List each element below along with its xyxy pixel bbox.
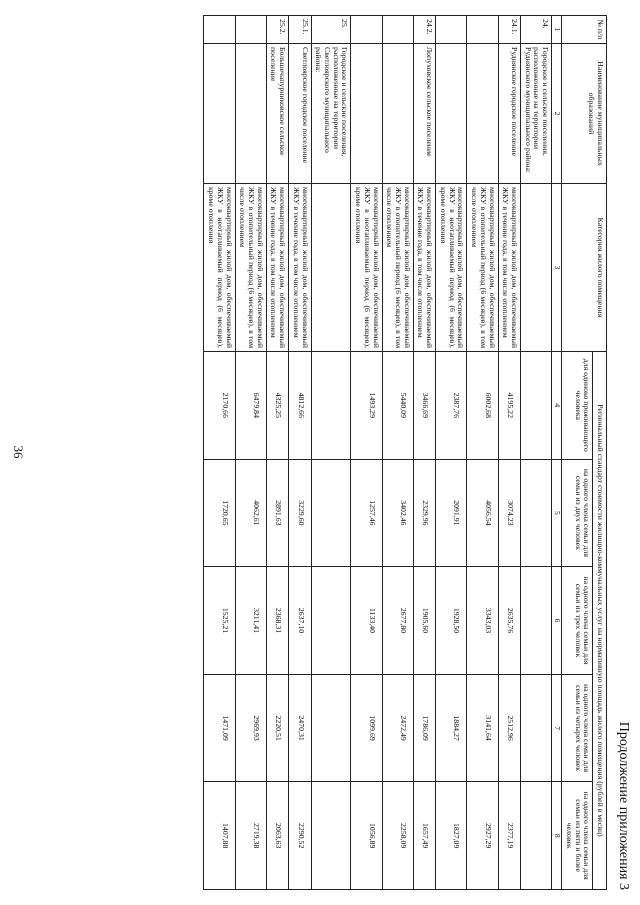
table-body: [204, 16, 552, 890]
table-row: [413, 16, 435, 890]
standard-value: 1928,50: [436, 567, 467, 675]
row-number: [204, 16, 235, 44]
standard-value: [520, 782, 551, 890]
standard-value: [520, 567, 551, 675]
column-index: 2: [552, 44, 562, 184]
municipality-name: [235, 44, 266, 184]
standard-value: [311, 352, 351, 460]
header-standard: Региональный стандарт стоимости жилищно-коммунальных услуг на нормативную площадь жилого помещения (рублей в месяц): [593, 352, 607, 890]
standard-value: 2258,09: [382, 782, 413, 890]
standard-value: 1133,40: [351, 567, 382, 675]
standard-value: 3074,23: [498, 459, 520, 567]
rotated-page: [66, 0, 640, 905]
housing-standard-table: [203, 15, 607, 890]
standard-value: 1905,60: [413, 567, 435, 675]
column-index: 4: [552, 352, 562, 460]
table-row: [235, 16, 266, 890]
standard-value: 2329,96: [413, 459, 435, 567]
table-row: [204, 16, 235, 890]
standard-value: 2677,80: [382, 567, 413, 675]
municipality-name: Лопуховское сельское поселение: [413, 44, 435, 184]
housing-category: многоквартирный жилой дом, обеспечиваемый ЖКУ в неотапливаемый период (6 месяцев), кроме отопления: [351, 184, 382, 352]
standard-value: 1786,09: [413, 674, 435, 782]
row-number: [436, 16, 467, 44]
standard-value: 4325,25: [266, 352, 288, 460]
standard-value: 2063,63: [266, 782, 288, 890]
header-sub: для одиноко проживающего человека: [562, 352, 593, 460]
municipality-name: [204, 44, 235, 184]
table-row: [498, 16, 520, 890]
standard-value: 2472,49: [382, 674, 413, 782]
housing-category: многоквартирный жилой дом, обеспечиваемый ЖКУ в течение года, в том числе отоплением: [266, 184, 288, 352]
row-number: [235, 16, 266, 44]
row-number: 24.1.: [498, 16, 520, 44]
municipality-name: Светлоярское городское поселение: [289, 44, 311, 184]
standard-value: 2368,31: [266, 567, 288, 675]
standard-value: 2635,76: [498, 567, 520, 675]
municipality-name: [382, 44, 413, 184]
header-num: № п/п: [562, 16, 607, 44]
standard-value: 2170,66: [204, 352, 235, 460]
standard-value: [311, 782, 351, 890]
standard-value: 3466,69: [413, 352, 435, 460]
standard-value: 2969,93: [235, 674, 266, 782]
standard-value: 2387,76: [436, 352, 467, 460]
row-number: [351, 16, 382, 44]
standard-value: 1471,09: [204, 674, 235, 782]
housing-category: многоквартирный жилой дом, обеспечиваемый ЖКУ в отопительный период (6 месяцев), в том числе отоплением: [235, 184, 266, 352]
standard-value: 1099,69: [351, 674, 382, 782]
housing-category: многоквартирный жилой дом, обеспечиваемый ЖКУ в неотапливаемый период (6 месяцев), кроме отопления: [204, 184, 235, 352]
standard-value: 3402,46: [382, 459, 413, 567]
standard-value: 3141,64: [467, 674, 498, 782]
housing-category: многоквартирный жилой дом, обеспечиваемый ЖКУ в течение года, в том числе отоплением: [289, 184, 311, 352]
housing-category: многоквартирный жилой дом, обеспечиваемый ЖКУ в течение года, в том числе отоплением: [413, 184, 435, 352]
housing-category: многоквартирный жилой дом, обеспечиваемый ЖКУ в отопительный период (6 месяцев), в том числе отоплением: [467, 184, 498, 352]
header-category: Категория жилого помещения: [562, 184, 607, 352]
standard-value: 2377,19: [498, 782, 520, 890]
standard-value: 2637,10: [289, 567, 311, 675]
standard-value: 2927,29: [467, 782, 498, 890]
standard-value: 1720,65: [204, 459, 235, 567]
standard-value: 4812,66: [289, 352, 311, 460]
column-index: 8: [552, 782, 562, 890]
row-number: [382, 16, 413, 44]
municipality-name: Руднянское городское поселение: [498, 44, 520, 184]
housing-category: многоквартирный жилой дом, обеспечиваемый ЖКУ в неотапливаемый период (6 месяцев), кроме отопления: [436, 184, 467, 352]
standard-value: 3343,03: [467, 567, 498, 675]
standard-value: [311, 567, 351, 675]
municipality-name: [436, 44, 467, 184]
standard-value: 1407,88: [204, 782, 235, 890]
row-number: 25.1.: [289, 16, 311, 44]
standard-value: 1657,49: [413, 782, 435, 890]
page-number: 36: [11, 445, 26, 459]
housing-category: [520, 184, 551, 352]
municipality-name: [351, 44, 382, 184]
standard-value: 2290,52: [289, 782, 311, 890]
header-name: Наименование муниципальных образований: [562, 44, 607, 184]
column-index: 5: [552, 459, 562, 567]
standard-value: 2512,96: [498, 674, 520, 782]
landscape-content: [66, 0, 640, 905]
housing-category: многоквартирный жилой дом, обеспечиваемый ЖКУ в течение года, в том числе отоплением: [498, 184, 520, 352]
continuation-title: Продолжение приложения 3: [616, 721, 631, 890]
header-sub: на одного члена семьи для семьи из пяти и более человек: [562, 782, 593, 890]
standard-value: [520, 674, 551, 782]
column-index: 7: [552, 674, 562, 782]
table-row: [382, 16, 413, 890]
row-number: 24.2.: [413, 16, 435, 44]
standard-value: 4062,61: [235, 459, 266, 567]
standard-value: [520, 352, 551, 460]
column-index: 3: [552, 184, 562, 352]
row-number: 25.: [311, 16, 351, 44]
table-row: [467, 16, 498, 890]
municipality-name: Городское и сельское поселения, расположенные на территории Руднянского муниципального района:: [520, 44, 551, 184]
standard-value: 2091,91: [436, 459, 467, 567]
table-row: [311, 16, 351, 890]
standard-value: 2470,31: [289, 674, 311, 782]
housing-category: [311, 184, 351, 352]
row-number: [467, 16, 498, 44]
standard-value: 6002,68: [467, 352, 498, 460]
standard-value: 3229,60: [289, 459, 311, 567]
standard-value: 2719,38: [235, 782, 266, 890]
row-number: 25.2.: [266, 16, 288, 44]
standard-value: 4195,22: [498, 352, 520, 460]
table-row: [520, 16, 551, 890]
standard-value: 2220,51: [266, 674, 288, 782]
standard-value: [311, 674, 351, 782]
standard-value: 4056,54: [467, 459, 498, 567]
table-row: [436, 16, 467, 890]
header-sub: на одного члена семьи для семьи из трех человек: [562, 567, 593, 675]
standard-value: [311, 459, 351, 567]
standard-value: 1827,09: [436, 782, 467, 890]
column-index: 1: [552, 16, 562, 44]
table-head: [552, 16, 607, 890]
municipality-name: [467, 44, 498, 184]
standard-value: 1884,27: [436, 674, 467, 782]
table-row: [289, 16, 311, 890]
standard-value: 1493,29: [351, 352, 382, 460]
municipality-name: Большечапурниковское сельское поселение: [266, 44, 288, 184]
standard-value: 1257,46: [351, 459, 382, 567]
row-number: 24.: [520, 16, 551, 44]
standard-value: 3211,41: [235, 567, 266, 675]
header-sub: на одного члена семьи для семьи из четырех человек: [562, 674, 593, 782]
table-row: [266, 16, 288, 890]
standard-value: 1056,89: [351, 782, 382, 890]
column-index: 6: [552, 567, 562, 675]
standard-value: 1525,21: [204, 567, 235, 675]
standard-value: 5440,09: [382, 352, 413, 460]
housing-category: многоквартирный жилой дом, обеспечиваемый ЖКУ в отопительный период (6 месяцев), в том числе отоплением: [382, 184, 413, 352]
municipality-name: Городское и сельские поселения, расположенные на территории Светлоярского муниципального района:: [311, 44, 351, 184]
table-row: [351, 16, 382, 890]
standard-value: [520, 459, 551, 567]
standard-value: 2891,63: [266, 459, 288, 567]
header-sub: на одного члена семьи для семьи из двух человек: [562, 459, 593, 567]
standard-value: 6479,84: [235, 352, 266, 460]
